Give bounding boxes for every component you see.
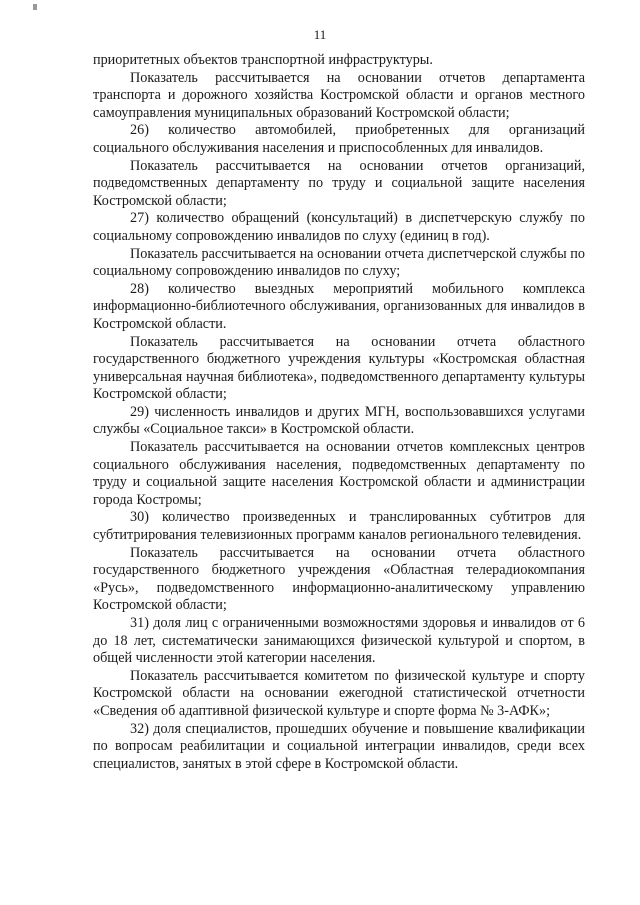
paragraph: Показатель рассчитывается на основании отчета диспетчерской службы по социальному сопровождению инвалидов по слуху; (93, 245, 585, 280)
paragraph: 32) доля специалистов, прошедших обучение и повышение квалификации по вопросам реабилитации и социальной интеграции инвалидов, среди всех специалистов, занятых в этой сфере в Костромской области. (93, 720, 585, 772)
paragraph: Показатель рассчитывается на основании отчетов организаций, подведомственных департаменту по труду и социальной защите населения Костромской области; (93, 157, 585, 209)
paragraph: 30) количество произведенных и транслированных субтитров для субтитрирования телевизионных программ каналов регионального телевидения. (93, 509, 585, 544)
paragraph: 28) количество выездных мероприятий мобильного комплекса информационно-библиотечного обслуживания, организованных для инвалидов в Костромской области. (93, 280, 585, 332)
document-body (93, 52, 585, 773)
page-number: 11 (313, 27, 327, 42)
paragraph: 29) численность инвалидов и других МГН, воспользовавшихся услугами службы «Социальное такси» в Костромской области. (93, 403, 585, 438)
paragraph: Показатель рассчитывается комитетом по физической культуре и спорту Костромской области на основании ежегодной статистической отчетности «Сведения об адаптивной физической культуре и спорте форма № 3-АФК»; (93, 667, 585, 719)
paragraph: Показатель рассчитывается на основании отчетов комплексных центров социального обслуживания населения, подведомственных департаменту по труду и социальной защите населения Костромской области и администрации города Костромы; (93, 439, 585, 508)
paragraph: Показатель рассчитывается на основании отчетов департамента транспорта и дорожного хозяйства Костромской области и органов местного самоуправления муниципальных образований Костромской области; (93, 69, 585, 121)
paragraph: 27) количество обращений (консультаций) в диспетчерскую службу по социальному сопровождению инвалидов по слуху (единиц в год). (93, 210, 585, 244)
paragraph: Показатель рассчитывается на основании отчета областного государственного бюджетного учреждения «Областная телерадиокомпания «Русь», подведомственного информационно-аналитическому управлению Костромской области; (93, 544, 585, 614)
paragraph: Показатель рассчитывается на основании отчета областного государственного бюджетного учреждения культуры «Костромская областная универсальная научная библиотека», подведомственного департаменту культуры Костромской области; (93, 333, 585, 403)
paragraph: приоритетных объектов транспортной инфраструктуры. (93, 52, 433, 68)
scan-mark (33, 4, 37, 10)
paragraph: 26) количество автомобилей, приобретенных для организаций социального обслуживания населения и приспособленных для инвалидов. (93, 122, 585, 156)
paragraph: 31) доля лиц с ограниченными возможностями здоровья и инвалидов от 6 до 18 лет, систематически занимающихся физической культурой и спортом, в общей численности этой категории населения. (93, 615, 585, 667)
